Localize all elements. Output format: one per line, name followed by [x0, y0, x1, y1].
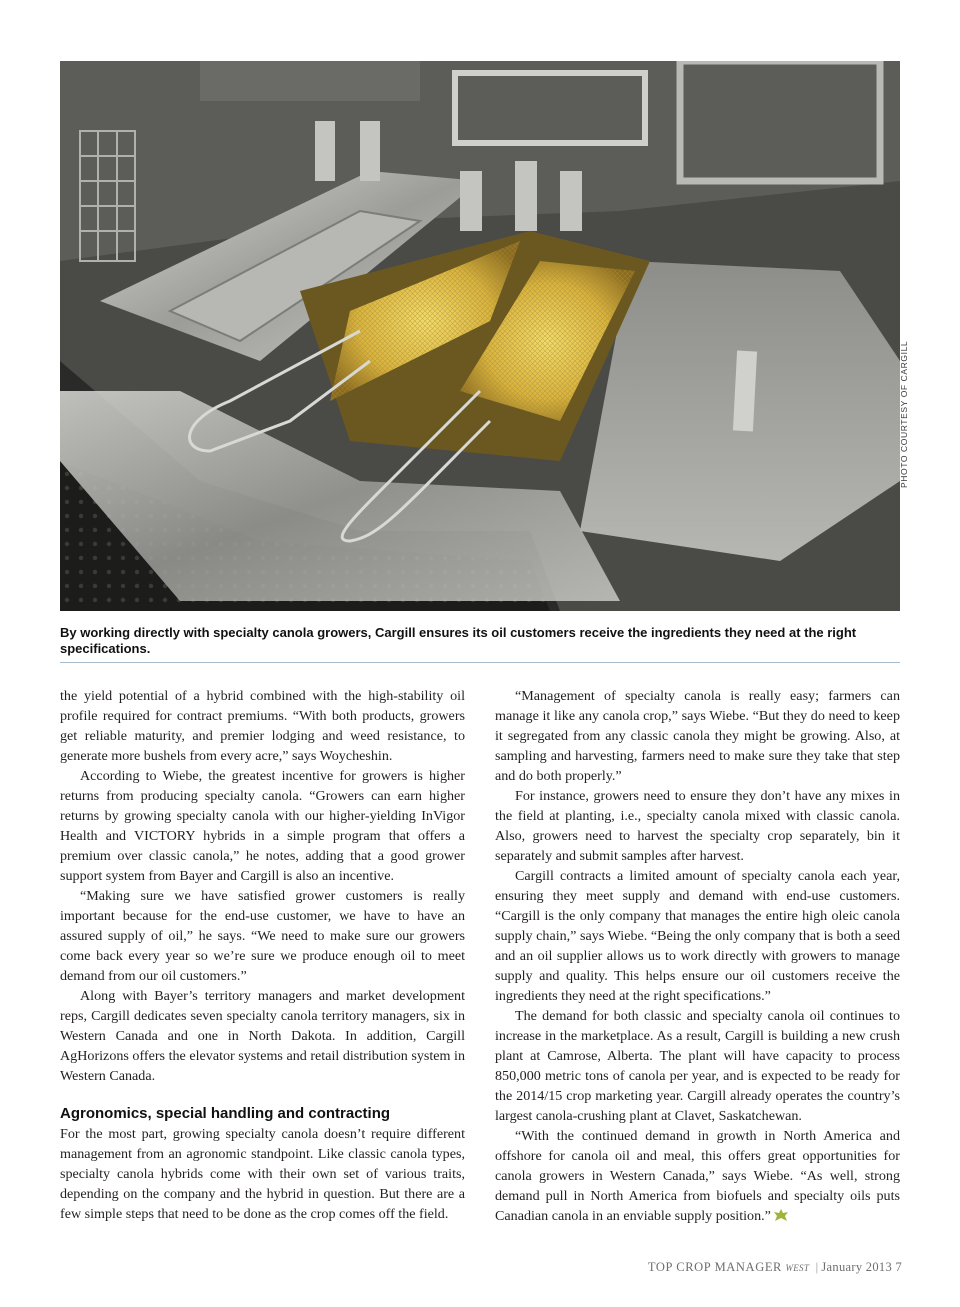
photo-caption: By working directly with specialty canola growers, Cargill ensures its oil customers receive the ingredients they need at the right specifications. [60, 625, 857, 656]
footer-separator: | [815, 1260, 819, 1274]
right-column [495, 686, 900, 1226]
body-paragraph: According to Wiebe, the greatest incentive for growers is higher returns from producing specialty canola. “Growers can earn higher returns by growing specialty canola with our higher-yielding InVigor Health and VICTORY hybrids in a simple program that offers a premium over classic canola,” he notes, adding that a good grower support system from Bayer and Cargill is also an incentive. [60, 768, 465, 884]
leaf-end-icon [773, 1208, 789, 1222]
left-column [60, 686, 465, 1224]
page-number: 7 [895, 1260, 902, 1274]
issue-date: January 2013 [821, 1260, 892, 1274]
photo-credit: PHOTO COURTESY OF CARGILL [899, 340, 909, 488]
final-paragraph-text: “With the continued demand in growth in North America and offshore for canola oil and meal, this offers great opportunities for canola growers in Western Canada,” says Wiebe. “As well, strong demand pull in North America from biofuels and specialty oils puts Canadian canola in an enviable supply position.” [495, 1128, 900, 1224]
edition-label: WEST [785, 1263, 810, 1273]
body-paragraph: “Management of specialty canola is really easy; farmers can manage it like any canola crop,” says Wiebe. “But they do need to keep it segregated from any classic canola they might be growing. Also, at sampling and harvesting, farmers need to make sure they take that step and do both properly.” [495, 688, 900, 784]
magazine-name: TOP CROP MANAGER [647, 1260, 782, 1274]
body-paragraph: The demand for both classic and specialty canola oil continues to increase in the marketplace. As a result, Cargill is building a new crush plant at Camrose, Alberta. The plant will have capacity to process 850,000 metric tons of canola per year, and is expected to be ready for the 2014/15 crop marketing year. Cargill already operates the country’s largest canola-crushing plant at Clavet, Saskatchewan. [495, 1008, 900, 1124]
page-footer [648, 1260, 902, 1275]
body-paragraph: For the most part, growing specialty canola doesn’t require different management from an agronomic standpoint. Like classic canola types, specialty canola hybrids come with their own set of various traits, depending on the company and the hybrid in question. But there are a few simple steps that need to be done as the crop comes off the field. [60, 1126, 465, 1222]
body-paragraph: Along with Bayer’s territory managers and market development reps, Cargill dedicates seven specialty canola territory managers, six in Western Canada and one in North Dakota. In addition, Cargill AgHorizons offers the elevator systems and retail distribution system in Western Canada. [60, 988, 465, 1084]
body-paragraph: Cargill contracts a limited amount of specialty canola each year, ensuring they meet supply and demand with end-use customers. “Cargill is the only company that manages the entire high oleic canola supply chain,” says Wiebe. “Being the only company that is both a seed and an oil supplier allows us to work directly with growers to manage supply and quality. This helps ensure our oil customers receive the ingredients they need at the right specifications.” [495, 868, 900, 1004]
section-heading: Agronomics, special handling and contracting [60, 1105, 391, 1122]
body-paragraph: “Making sure we have satisfied grower customers is really important because for the end-use customer, we have to have an assured supply of oil,” he says. “We need to make sure our growers come back every year so we’re sure we produce enough oil to meet demand from our oil customers.” [60, 888, 465, 984]
fryer-illustration [60, 61, 900, 611]
body-paragraph [495, 1126, 900, 1226]
body-paragraph: For instance, growers need to ensure they don’t have any mixes in the field at planting, i.e., specialty canola mixed with classic canola. Also, growers need to harvest the specialty crop separately, bin it separately and submit samples after harvest. [495, 788, 900, 864]
body-paragraph: the yield potential of a hybrid combined with the high-stability oil profile required for contract premiums. “With both products, growers get reliable maturity, and premier lodging and weed resistance, to generate more bushels from every acre,” says Woycheshin. [60, 688, 465, 764]
caption-divider [60, 662, 900, 663]
fryer-photo [60, 61, 900, 611]
